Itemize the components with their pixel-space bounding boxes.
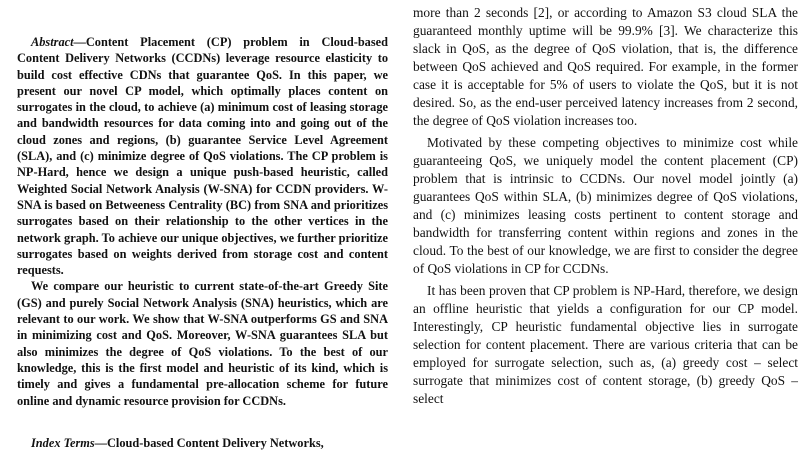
body-paragraph-1: more than 2 seconds [2], or according to Amazon S3 cloud SLA the guaranteed monthly uptime will be 99.9% [3]. We characterize this slack in QoS, as the degree of QoS violation, that is, the difference between QoS achieved and QoS required. For example, in the former case it is acceptable for 5% of users to violate the QoS, but it is not desired. So, as the end-user perceived latency increases from 2 second, the degree of QoS violation increases too.	[413, 5, 798, 128]
left-column	[17, 34, 388, 450]
right-column	[413, 4, 798, 408]
abstract-heading: Abstract	[31, 35, 74, 49]
body-paragraph-2: Motivated by these competing objectives to minimize cost while guaranteeing QoS, we uniquely model the content placement (CP) problem that is intrinsic to CCDNs. Our novel model jointly (a) guarantees QoS within SLA, (b) minimizes degree of QoS violations, and (c) minimizes leasing costs pertinent to content storage and bandwidth for transferring content within regions and zones in the cloud. To the best of our knowledge, we are first to consider the degree of QoS violations in CP for CCDNs.	[413, 135, 798, 276]
abstract-text: —Content Placement (CP) problem in Cloud-based Content Delivery Networks (CCDNs) leverage resource elasticity to build cost effective CDNs that guarantee QoS. In this paper, we present our novel CP model, which optimally places content on surrogates in the cloud, to achieve (a) minimum cost of leasing storage and bandwidth resources for data coming into and going out of the cloud zones and regions, (b) guarantee Service Level Agreement (SLA), and (c) minimize degree of QoS violations. The CP problem is NP-Hard, hence we design a unique push-based heuristic, called Weighted Social Network Analysis (W-SNA) for CCDN providers. W-SNA is based on Betweeness Centrality (BC) from SNA and prioritizes surrogates based on their relationship to the other vertices in the network graph. To achieve our unique objectives, we further prioritize surrogates based on weights derived from storage cost and content requests.	[17, 35, 388, 278]
index-terms-heading: Index Terms	[31, 435, 95, 450]
abstract-paragraph-2: We compare our heuristic to current state-of-the-art Greedy Site (GS) and purely Social Network Analysis (SNA) heuristics, which are relevant to our work. We show that W-SNA outperforms GS and SNA in minimizing cost and QoS. Moreover, W-SNA guarantees SLA but also minimizes the degree of QoS violations. To the best of our knowledge, this is the first model and heuristic of its kind, which is timely and gives a fundamental pre-allocation scheme for future online and dynamic resource provision for CCDNs.	[17, 279, 388, 408]
abstract-paragraph	[17, 34, 388, 278]
body-paragraph-3: It has been proven that CP problem is NP-Hard, therefore, we design an offline heuristic that yields a configuration for our CP model. Interestingly, CP heuristic fundamental objective lies in surrogate selection for content placement. There are various criteria that can be employed for surrogate selection, such as, (a) greedy cost – select surrogate that minimizes cost of content storage, (b) greedy QoS – select	[413, 283, 798, 406]
index-terms-paragraph	[17, 435, 388, 450]
index-terms-text: —Cloud-based Content Delivery Networks,	[94, 435, 324, 450]
